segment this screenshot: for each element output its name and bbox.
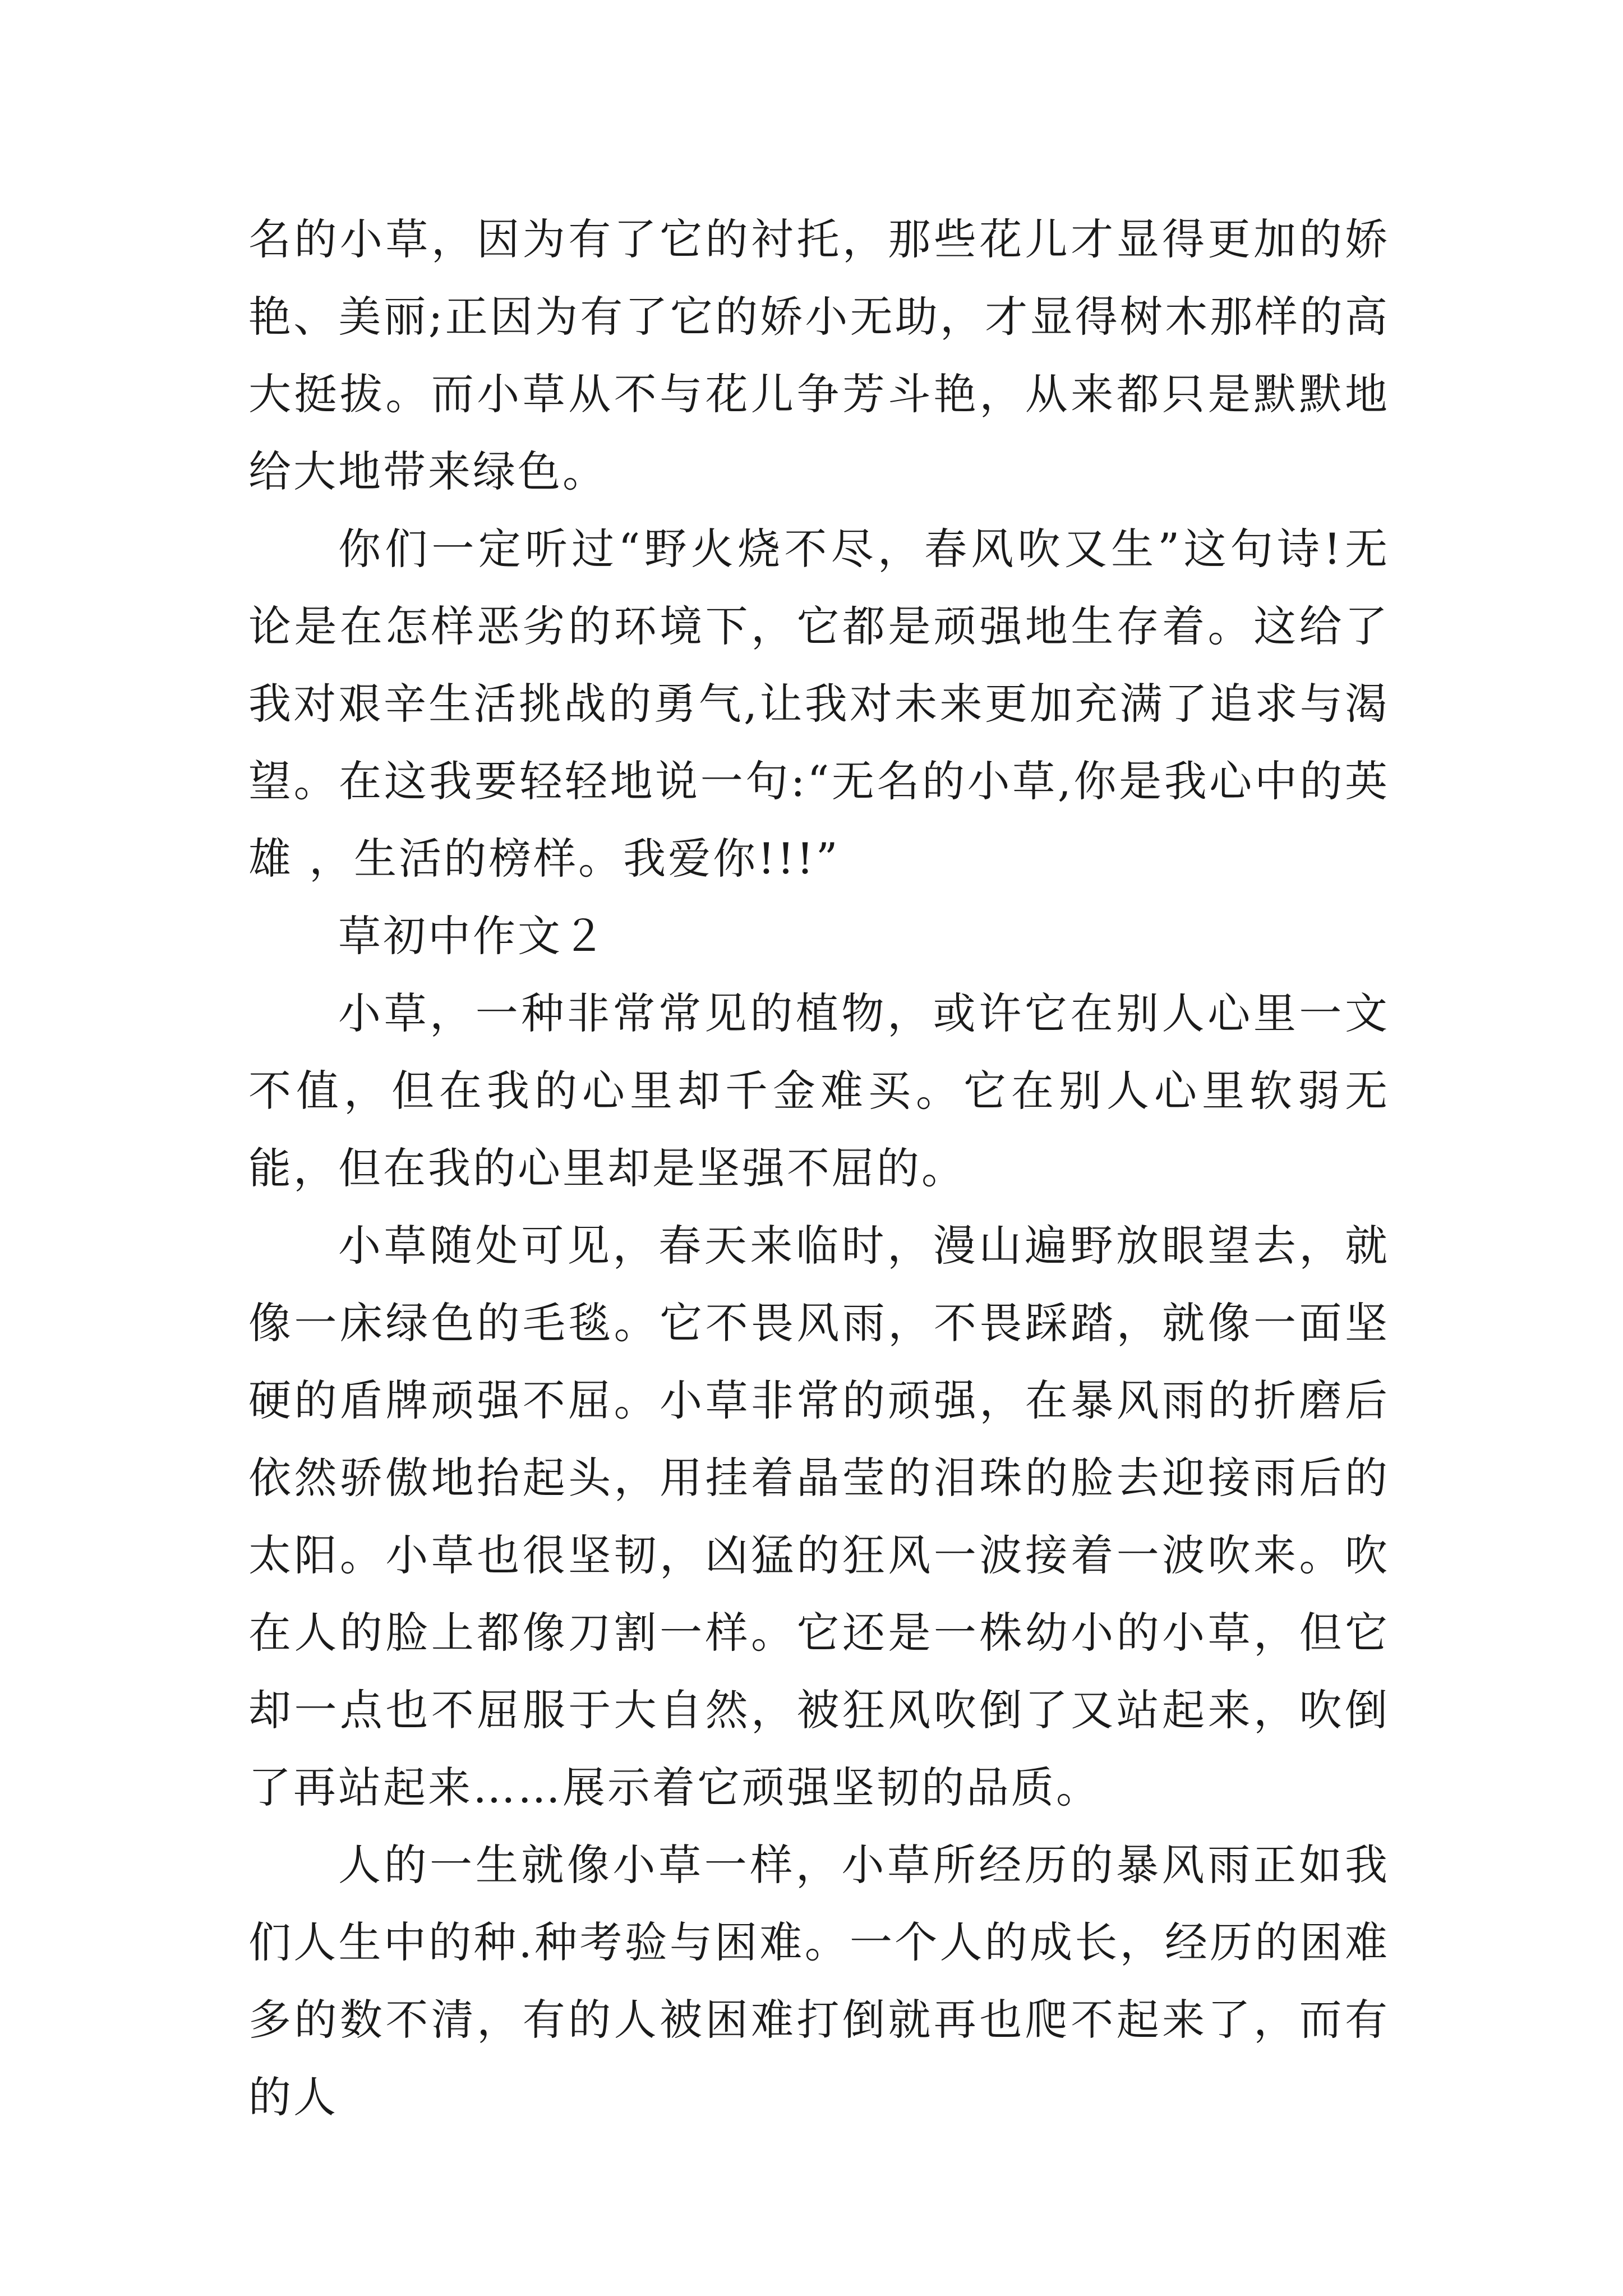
paragraph: 人的一生就像小草一样，小草所经历的暴风雨正如我们人生中的种.种考验与困难。一个人的成长，经历的困难多的数不清，有的人被困难打倒就再也爬不起来了，而有的人 <box>248 1840 1390 2122</box>
paragraph: 小草随处可见，春天来临时，漫山遍野放眼望去，就像一床绿色的毛毯。它不畏风雨，不畏踩踏，就像一面坚硬的盾牌顽强不屈。小草非常的顽强，在暴风雨的折磨后依然骄傲地抬起头，用挂着晶莹的泪珠的脸去迎接雨后的太阳。小草也很坚韧，凶猛的狂风一波接着一波吹来。吹在人的脸上都像刀割一样。它还是一株幼小的小草，但它却一点也不屈服于大自然，被狂风吹倒了又站起来，吹倒了再站起来……展示着它顽强坚韧的品质。 <box>248 1221 1390 1812</box>
document-body <box>248 201 1390 2136</box>
paragraph: 小草，一种非常常见的植物，或许它在别人心里一文不值，但在我的心里却千金难买。它在别人心里软弱无能，但在我的心里却是坚强不屈的。 <box>248 988 1390 1193</box>
paragraph: 名的小草，因为有了它的衬托，那些花儿才显得更加的娇艳、美丽;正因为有了它的娇小无助，才显得树木那样的高大挺拔。而小草从不与花儿争芳斗艳，从来都只是默默地给大地带来绿色。 <box>248 214 1390 496</box>
section-heading: 草初中作文２ <box>338 911 607 961</box>
paragraph: 你们一定听过“野火烧不尽，春风吹又生”这句诗!无论是在怎样恶劣的环境下，它都是顽强地生存着。这给了我对艰辛生活挑战的勇气,让我对未来更加充满了追求与渴望。在这我要轻轻地说一句:“无名的小草,你是我心中的英雄 ，生活的榜样。我爱你!!!” <box>248 524 1390 884</box>
